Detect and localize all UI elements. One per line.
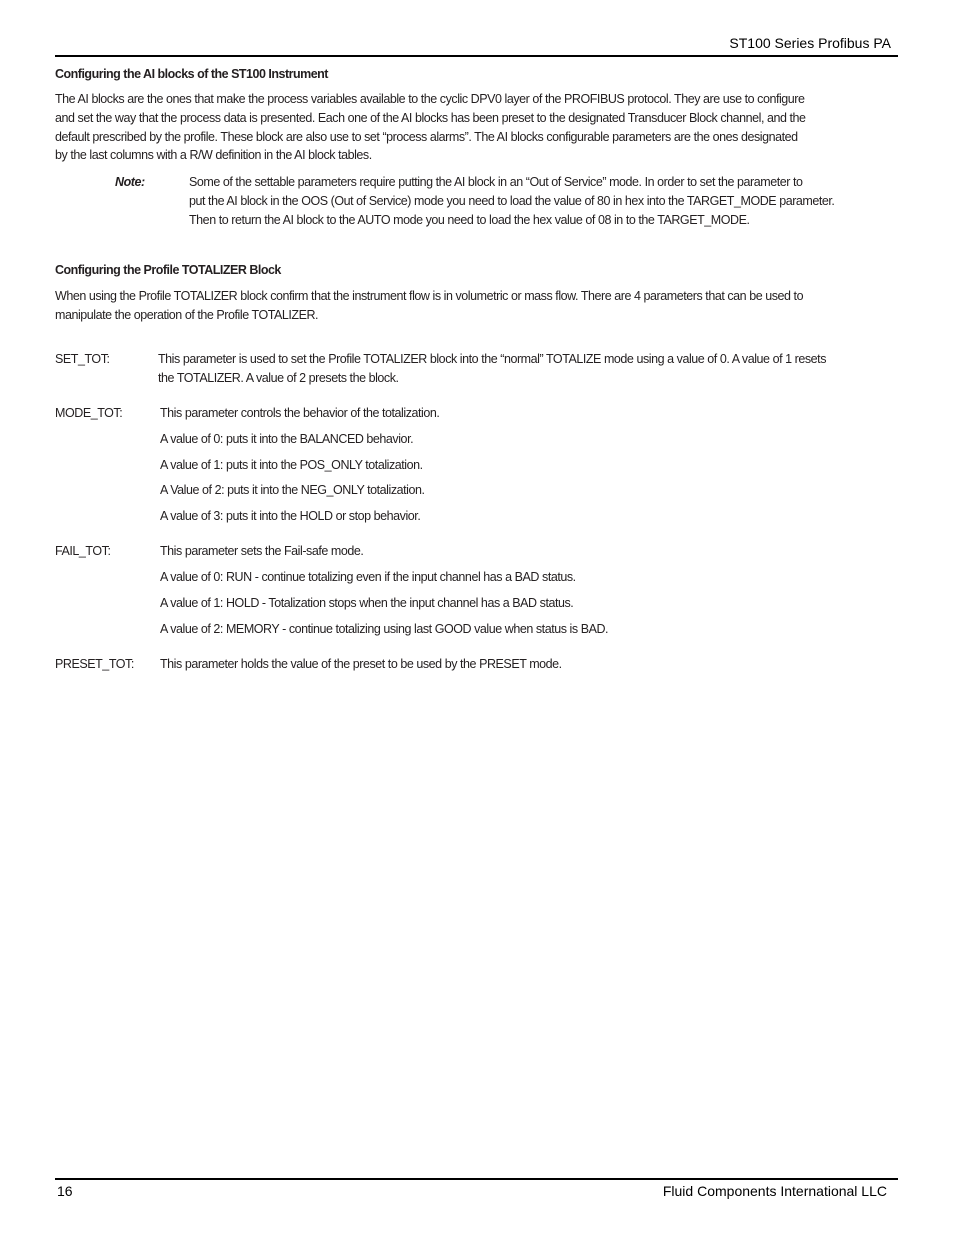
footer-rule xyxy=(55,1178,898,1180)
param-description-line: This parameter is used to set the Profile TOTALIZER block into the “normal” TOTALIZE mode using a value of 0. A value of 1 resets xyxy=(158,352,826,366)
param-name: SET_TOT: xyxy=(55,352,110,366)
footer-company: Fluid Components International LLC xyxy=(662,1183,887,1199)
note-label: Note: xyxy=(115,175,145,189)
paragraph-line: default prescribed by the profile. These block are also use to set “process alarms”. The AI blocks configurable parameters are the ones designated xyxy=(55,129,798,144)
param-description: This parameter controls the behavior of the totalization. xyxy=(160,406,440,420)
paragraph-line: manipulate the operation of the Profile TOTALIZER. xyxy=(55,307,319,322)
ai-blocks-paragraph xyxy=(55,90,895,165)
section-heading-ai-blocks: Configuring the AI blocks of the ST100 Instrument xyxy=(55,67,328,81)
paragraph-line: The AI blocks are the ones that make the process variables available to the cyclic DPV0 layer of the PROFIBUS protocol. They are use to configure xyxy=(55,92,805,106)
header-rule xyxy=(55,55,898,57)
param-value-item: A Value of 2: puts it into the NEG_ONLY totalization. xyxy=(160,483,425,497)
param-description xyxy=(158,350,895,388)
param-value-item: A value of 1: puts it into the POS_ONLY totalization. xyxy=(160,458,423,472)
param-value-item: A value of 0: RUN - continue totalizing even if the input channel has a BAD status. xyxy=(160,570,576,584)
param-description: This parameter holds the value of the preset to be used by the PRESET mode. xyxy=(160,657,562,671)
paragraph-line: by the last columns with a R/W definition in the AI block tables. xyxy=(55,148,372,163)
totalizer-paragraph xyxy=(55,287,895,325)
paragraph-line: When using the Profile TOTALIZER block confirm that the instrument flow is in volumetric or mass flow. There are 4 parameters that can be used to xyxy=(55,289,804,303)
param-name: PRESET_TOT: xyxy=(55,657,134,671)
section-heading-totalizer: Configuring the Profile TOTALIZER Block xyxy=(55,263,281,277)
page-header-title: ST100 Series Profibus PA xyxy=(729,35,891,51)
param-description-line: the TOTALIZER. A value of 2 presets the block. xyxy=(158,370,399,385)
note-line: Some of the settable parameters require putting the AI block in an “Out of Service” mode. In order to set the parameter to xyxy=(189,175,803,189)
note-line: put the AI block in the OOS (Out of Service) mode you need to load the value of 80 in hex into the TARGET_MODE parameter. xyxy=(189,193,835,208)
paragraph-line: and set the way that the process data is presented. Each one of the AI blocks has been preset to the designated Transducer Block channel, and the xyxy=(55,110,806,125)
param-value-item: A value of 1: HOLD - Totalization stops when the input channel has a BAD status. xyxy=(160,596,574,610)
note-line: Then to return the AI block to the AUTO mode you need to load the hex value of 08 in to the TARGET_MODE. xyxy=(189,212,750,227)
param-value-item: A value of 3: puts it into the HOLD or stop behavior. xyxy=(160,509,421,523)
note-text xyxy=(189,173,895,229)
param-name: FAIL_TOT: xyxy=(55,544,111,558)
param-value-item: A value of 2: MEMORY - continue totalizing using last GOOD value when status is BAD. xyxy=(160,622,609,636)
param-description: This parameter sets the Fail-safe mode. xyxy=(160,544,364,558)
param-value-item: A value of 0: puts it into the BALANCED behavior. xyxy=(160,432,414,446)
page-number: 16 xyxy=(57,1183,73,1199)
param-name: MODE_TOT: xyxy=(55,406,123,420)
